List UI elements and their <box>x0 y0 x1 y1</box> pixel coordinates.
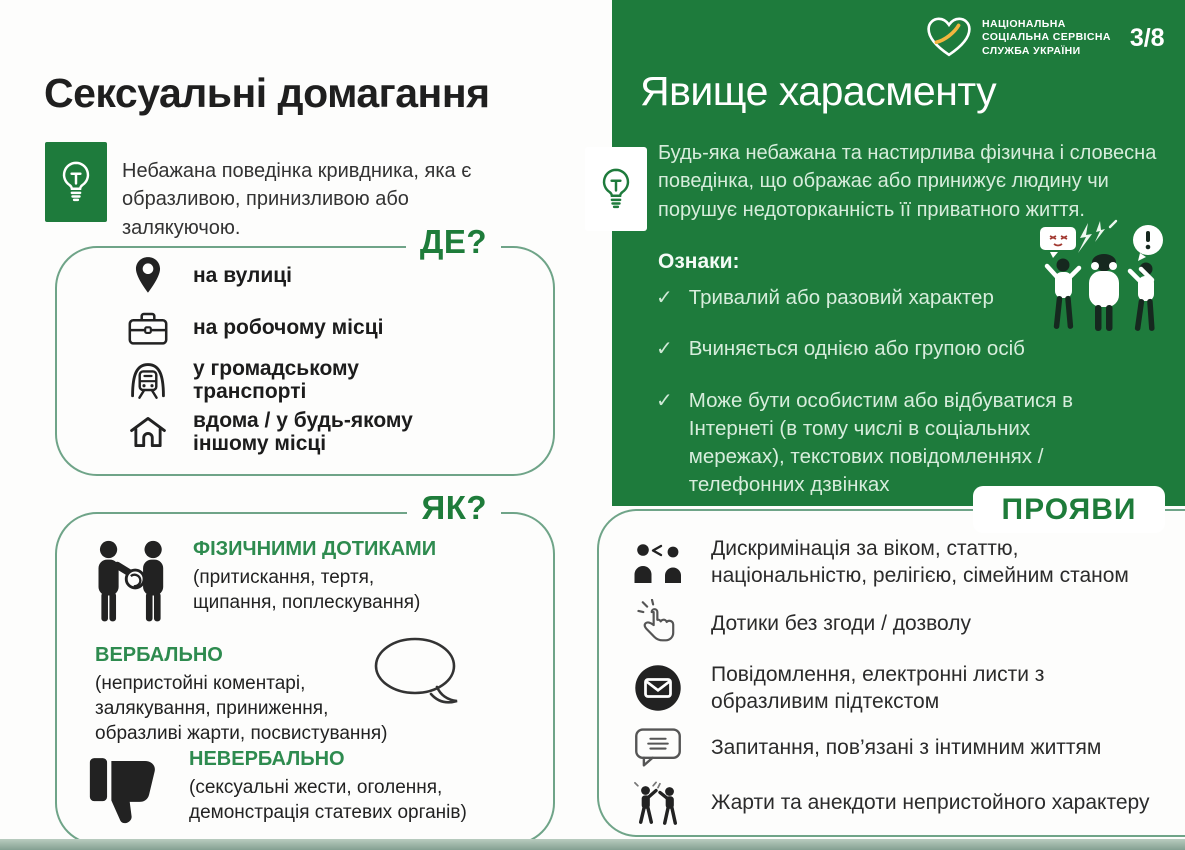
list-item: у громадському транспорті <box>125 354 533 406</box>
signs-label: Ознаки: <box>658 250 740 273</box>
lightbulb-badge-left <box>45 142 107 222</box>
check-icon: ✓ <box>656 287 673 309</box>
page-number: 3/8 <box>1129 23 1165 52</box>
laughing-people-icon <box>631 776 685 830</box>
chat-lines-icon <box>631 721 685 775</box>
two-people-touch-icon <box>87 538 179 630</box>
location-pin-icon <box>125 253 171 299</box>
manifestations-list <box>631 531 1183 831</box>
check-icon: ✓ <box>656 338 673 361</box>
list-item <box>87 748 499 834</box>
how-box-label: ЯК? <box>407 489 501 527</box>
envelope-circle-icon <box>631 661 685 715</box>
thumbs-down-icon <box>87 754 173 834</box>
how-box <box>55 489 555 845</box>
org-name: НАЦІОНАЛЬНА СОЦІАЛЬНА СЕРВІСНА СЛУЖБА УКРАЇНИ <box>982 17 1111 57</box>
list-item: ✓ Тривалий або разовий характер <box>656 284 1088 312</box>
list-item: на вулиці <box>125 250 533 302</box>
list-item: Запитання, пов’язані з інтимним життям <box>631 721 1183 775</box>
lightbulb-badge-right <box>585 147 647 231</box>
right-definition: Будь-яка небажана та настирлива фізична і словесна поведінка, що ображає або принижує людину чи порушує недоторканність її приватного життя. <box>658 142 1157 221</box>
bottom-edge-strip <box>0 839 1185 850</box>
briefcase-icon <box>125 305 171 351</box>
list-item: Дотики без згоди / дозволу <box>631 593 1183 655</box>
left-definition: Небажана поведінка кривдника, яка є образливою, принизливою або залякуючою. <box>122 160 472 239</box>
list-item: ✓ Вчиняється однією або групою осіб <box>656 335 1088 363</box>
list-item: ✓ Може бути особистим або відбуватися в Інтернеті (в тому числі в соціальних мережах), текстових повідомленнях / телефонних дзвінках <box>656 387 1088 500</box>
manifestations-panel <box>597 509 1185 837</box>
where-list <box>125 250 533 472</box>
check-icon: ✓ <box>656 389 673 412</box>
list-item: Дискримінація за віком, статтю, національністю, релігією, сімейним станом <box>631 531 1183 593</box>
how-item-detail: (притискання, тертя, щипання, поплескування) <box>193 567 421 614</box>
lightbulb-icon <box>59 160 93 204</box>
harassment-illustration <box>1026 219 1182 347</box>
how-item-title: ВЕРБАЛЬНО <box>95 644 223 666</box>
org-logo <box>925 16 1165 60</box>
list-item: Жарти та анекдоти непристойного характеру <box>631 775 1183 831</box>
list-item <box>87 538 436 630</box>
tap-hand-icon <box>631 597 685 651</box>
where-box <box>55 223 555 476</box>
list-item: вдома / у будь-якому іншому місці <box>125 406 533 458</box>
heart-logo-icon <box>925 16 973 60</box>
list-item: Повідомлення, електронні листи з образливим підтекстом <box>631 655 1183 721</box>
how-item-title: ФІЗИЧНИМИ ДОТИКАМИ <box>193 538 437 560</box>
left-page-title: Сексуальні домагання <box>44 70 490 116</box>
lightbulb-icon <box>599 167 633 211</box>
how-item-detail: (непристойні коментарі, залякування, приниження, образливі жарти, посвистування) <box>95 673 388 745</box>
metro-train-icon <box>125 357 171 403</box>
speech-bubble-icon <box>370 632 466 716</box>
house-icon <box>125 409 171 455</box>
person-speaking-icon <box>631 535 685 589</box>
where-box-label: ДЕ? <box>406 223 501 261</box>
how-item-title: НЕВЕРБАЛЬНО <box>189 748 345 770</box>
manifestations-label: ПРОЯВИ <box>973 486 1165 533</box>
right-page-title: Явище харасменту <box>640 68 997 114</box>
how-item-detail: (сексуальні жести, оголення, демонстрація статевих органів) <box>189 777 467 824</box>
list-item: на робочому місці <box>125 302 533 354</box>
list-item <box>95 644 405 746</box>
